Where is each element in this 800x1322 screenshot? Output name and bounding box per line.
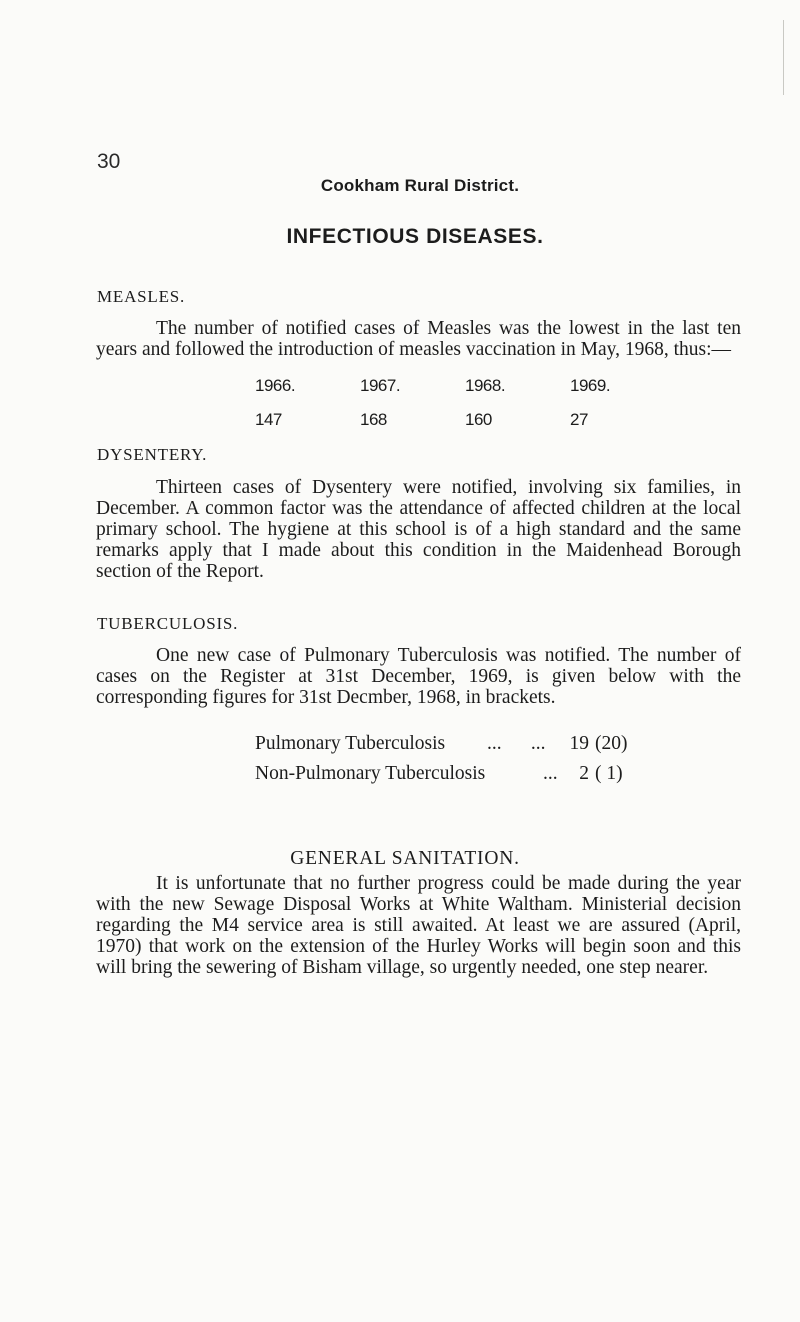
dysentery-paragraph: Thirteen cases of Dysentery were notified, involving six families, in December. A common factor was the attendance of affected children at the local primary school. The hygiene at this school is of a high standard and the same remarks apply that I made about this condition in the Maidenhead Borough section of the Report. [96,477,741,582]
district-heading: Cookham Rural District. [320,176,520,195]
measles-paragraph: The number of notified cases of Measles was the lowest in the last ten years and followed the introduction of measles vaccination in May, 1968, thus:— [96,318,741,360]
tb-dots: ... [543,763,558,784]
dysentery-heading: DYSENTERY. [97,445,208,464]
year-cell: 1967. [360,376,401,395]
tb-previous: ( 1) [595,763,623,784]
tb-label: Pulmonary Tuberculosis [255,733,446,754]
sanitation-heading: GENERAL SANITATION. [290,848,520,869]
measles-heading: MEASLES. [97,287,186,306]
year-row [255,369,675,403]
cases-cell: 27 [570,410,588,429]
tuberculosis-table [255,733,675,793]
tb-count: 19 [569,733,589,754]
table-row [255,733,675,763]
tb-previous: (20) [595,733,628,754]
cases-row [255,403,675,437]
year-cell: 1969. [570,376,611,395]
sanitation-paragraph: It is unfortunate that no further progress could be made during the year with the new Sewage Disposal Works at White Waltham. Ministerial decision regarding the M4 service area is still awaited. At least we are assured (April, 1970) that work on the extension of the Hurley Works will begin soon and this will bring the sewering of Bisham village, so urgently needed, one step nearer. [96,873,741,978]
year-cell: 1966. [255,376,296,395]
measles-cases-table [255,369,675,437]
tuberculosis-paragraph: One new case of Pulmonary Tuberculosis was notified. The number of cases on the Register at 31st December, 1969, is given below with the corresponding figures for 31st Decmber, 1968, in brackets. [96,645,741,708]
table-row [255,763,675,793]
page-number: 30 [97,150,121,173]
page-title: INFECTIOUS DISEASES. [286,225,544,248]
cases-cell: 160 [465,410,492,429]
tb-dots: ... ... [487,733,546,754]
tuberculosis-heading: TUBERCULOSIS. [97,614,239,633]
tb-label: Non-Pulmonary Tuberculosis [255,763,486,784]
page-edge-mark [783,20,784,95]
cases-cell: 147 [255,410,282,429]
year-cell: 1968. [465,376,506,395]
cases-cell: 168 [360,410,387,429]
tb-count: 2 [579,763,589,784]
